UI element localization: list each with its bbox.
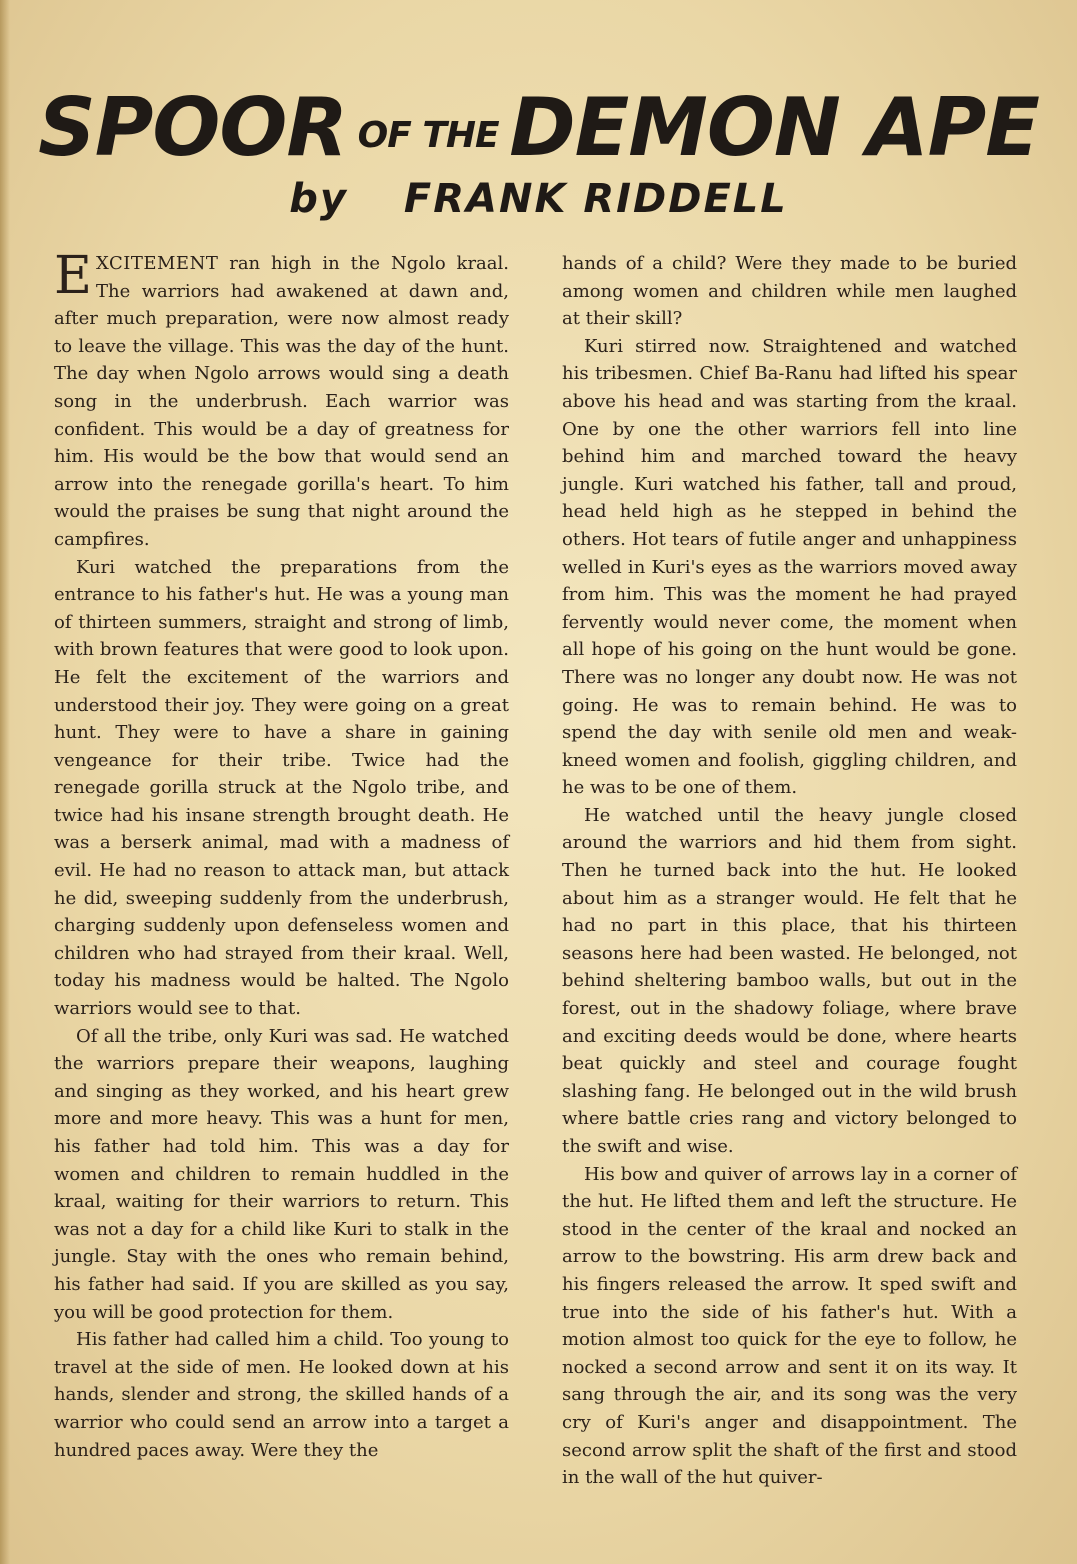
paragraph: Of all the tribe, only Kuri was sad. He watched the warriors prepare their weapons, laughing and singing as they worked, and his heart grew more and more heavy. This was a hunt for men, his father had told him. This was a day for women and children to remain huddled in the kraal, waiting for their warriors to return. This was not a day for a child like Kuri to stalk in the jungle. Stay with the ones who remain behind, his father had said. If you are skilled as you say, you will be good protection for them. xyxy=(54,1025,509,1323)
right-column xyxy=(562,250,1017,1492)
paragraph xyxy=(54,246,509,554)
page-binding-edge xyxy=(0,0,10,1564)
title-word-demon-ape: DEMON APE xyxy=(509,81,1039,174)
byline-author: FRANK RIDDELL xyxy=(403,176,788,222)
paragraph: Kuri watched the preparations from the entrance to his father's hut. He was a young man of thirteen summers, straight and strong of limb, with brown features that were good to look upon. He felt the excitement of the warriors and understood their joy. They were going on a great hunt. They were to have a share in gaining vengeance for their tribe. Twice had the renegade gorilla struck at the Ngolo tribe, and twice had his insane strength brought death. He was a berserk animal, mad with a madness of evil. He had no reason to attack man, but attack he did, sweeping suddenly from the underbrush, charging suddenly upon defenseless women and children who had strayed from their kraal. Well, today his madness would be halted. The Ngolo warriors would see to that. xyxy=(54,556,509,1020)
story-title xyxy=(0,81,1077,174)
left-column xyxy=(54,246,509,1464)
paragraph: hands of a child? Were they made to be buried among women and children while men laughed at their skill? xyxy=(562,253,1017,330)
drop-cap: E xyxy=(54,246,92,306)
paragraph-text: ran high in the Ngolo kraal. The warriors had awakened at dawn and, after much preparation, were now almost ready to leave the village. This was the day of the hunt. The day when Ngolo arrows would sing a death song in the underbrush. Each warrior was confident. This would be a day of greatness for him. His would be the bow that would send an arrow into the renegade gorilla's heart. To him would the praises be sung that night around the campfires. xyxy=(54,253,509,550)
paragraph: Kuri stirred now. Straightened and watched his tribesmen. Chief Ba-Ranu had lifted his spear above his head and was starting from the kraal. One by one the other warriors fell into line behind him and marched toward the heavy jungle. Kuri watched his father, tall and proud, head held high as he stepped in behind the others. Hot tears of futile anger and unhappiness welled in Kuri's eyes as the warriors moved away from him. This was the moment he had prayed fervently would never come, the moment when all hope of his going on the hunt would be gone. There was no longer any doubt now. He was not going. He was to remain behind. He was to spend the day with senile old men and weak-kneed women and foolish, giggling children, and he was to be one of them. xyxy=(562,335,1017,799)
paragraph: His bow and quiver of arrows lay in a corner of the hut. He lifted them and left the structure. He stood in the center of the kraal and nocked an arrow to the bowstring. His arm drew back and his fingers released the arrow. It sped swift and true into the side of his father's hut. With a motion almost too quick for the eye to follow, he nocked a second arrow and sent it on its way. It sang through the air, and its song was the very cry of Kuri's anger and disappointment. The second arrow split the shaft of the first and stood in the wall of the hut quiver- xyxy=(562,1163,1017,1489)
title-word-of-the: OF THE xyxy=(357,115,499,156)
paragraph: His father had called him a child. Too young to travel at the side of men. He looked down at his hands, slender and strong, the skilled hands of a warrior who could send an arrow into a target a hundred paces away. Were they the xyxy=(54,1329,509,1461)
paragraph: He watched until the heavy jungle closed around the warriors and hid them from sight. Then he turned back into the hut. He looked about him as a stranger would. He felt that he had no part in this place, that his thirteen seasons here had been wasted. He belonged, not behind sheltering bamboo walls, but out in the forest, out in the shadowy foliage, where brave and exciting deeds would be done, where hearts beat quickly and steel and courage fought slashing fang. He belonged out in the wild brush where battle cries rang and victory belonged to the swift and wise. xyxy=(562,804,1017,1157)
title-word-spoor: SPOOR xyxy=(38,81,348,174)
byline-by: by xyxy=(289,176,348,222)
lead-word: XCITEMENT xyxy=(95,253,219,274)
story-heading xyxy=(0,81,1077,222)
byline xyxy=(0,176,1077,222)
